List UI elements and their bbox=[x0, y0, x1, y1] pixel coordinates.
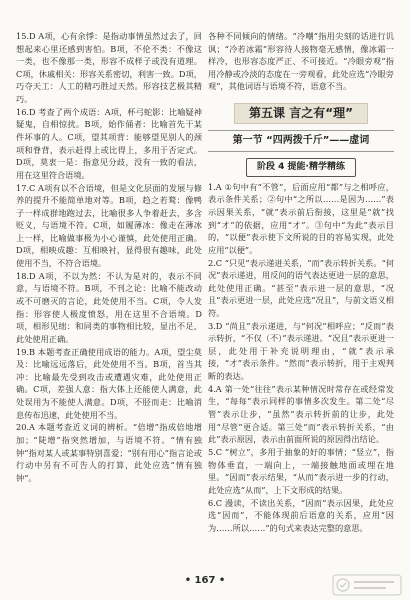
page-number: • 167 • bbox=[184, 575, 226, 586]
answer-explanation: 1.A ①句中有“不管”，后面应用“都”与之相呼应，表示条件关系；②句中“之所以……是因为……”表示因果关系，“就”表示前后衔接，这里是“就”找到“才”的依据，应用“才”。③句中“为此”表示目的，“以便”表示使下文所说的目的容易实现，此处应用“以便”。 bbox=[208, 181, 394, 255]
answer-explanation: 4.A 第一处“往往”表示某种情况时常存在或经常发生，“每每”表示同样的事情多次发生。第二处“尽管”表示让步，“虽然”表示转折前的让步，此处用“尽管”更合适。第三处“而”表示转折关系，“由此”表示原因，表示由前面所说的原因得出结论。 bbox=[208, 383, 394, 445]
watermark-logo-icon bbox=[332, 574, 402, 596]
lesson-title-text: 第五课 言之有“理” bbox=[234, 103, 368, 124]
lesson-title bbox=[208, 103, 394, 124]
answer-explanation: 19.B 本题考查正确使用成语的能力。A项，望尘莫及：比喻远远落后，此处使用不当。B项，首当其冲：比喻最先受到攻击或遭遇灾难，此处使用正确。C项，差强人意：指大体上还能使人满意，此处误用为不能使人满意。D项，不胫而走：比喻消息传布迅速，此处使用不当。 bbox=[16, 346, 202, 420]
answer-explanation: 5.C “树立”，多用于抽象的好的事情；“竖立”，指物体垂直，一端向上，一端接触地面或埋在地里。“因而”表示结果，“从而”表示进一步的行动，此处应选“从而”，上下文形成的结果。 bbox=[208, 446, 394, 495]
answer-explanation: 15.D A项，心有余悸：是指动事情虽然过去了，回想起来心里还感到害怕。B项，不伦不类：不像这一类，也不像那一类，形容不成样子或没有道理。C项，休戚相关：形容关系密切，利害一致。D项，巧夺天工：人工的精巧胜过天然。形容技艺极其精巧。 bbox=[16, 31, 202, 104]
answer-explanation: 6.C 漫读，不读出关系，“因而”表示因果，此处应选“因而”，不能体现前后语意的关系，应用“因为……所以……”的句式来表达完整的意思。 bbox=[208, 497, 394, 533]
right-column-answers bbox=[208, 181, 394, 535]
answer-explanation: 18.D A项，不以为然：不认为是对的，表示不同意，与语境不符。B项，不刊之论：比喻不能改动或不可磨灭的言论，此处使用不当。C项，令人发指：形容使人极度愤怒，用在这里不合语境。D项，相形见绌：和同类的事物相比较，显出不足，此处使用正确。 bbox=[16, 270, 202, 344]
left-column bbox=[16, 30, 202, 560]
answer-explanation: 16.D 考查了两个成语：A项，杯弓蛇影：比喻疑神疑鬼，自相惊扰。B项，始作俑者：比喻首先干某件坏事的人。C项，望其项背：能够望见别人的颈项和脊背，表示赶得上或比得上，多用于否定式。D项，莫衷一是：指意见分歧，没有一致的看法，用在这里符合语境。 bbox=[16, 106, 202, 180]
answer-explanation: 各种不同倾向的情绪。“冷嘲”指用尖刻的话进行讥讽；“冷若冰霜”形容待人接物毫无感情，像冰霜一样冷，也形容态度严正、不可接近。“冷眼旁观”指用冷静或冷淡的态度在一旁观看，此处应选“冷眼旁观”，其他词语与语境不符，语意不当。 bbox=[208, 31, 394, 92]
answer-explanation: 17.C A项有以不合语境，但是文化层面的发展与修养的提升不能简单地对等。B项，趋之若鹜：像鸭子一样成群地跑过去，比喻很多人争着赶去，多含贬义，与语境不符。C项，如履薄冰：像走在薄冰上一样，比喻做事极为小心谨慎，此处使用正确。D项，相映成趣：互相映衬，显得很有趣味，此处使用不当，不符合语境。 bbox=[16, 182, 202, 269]
section-title: 第一节 “四两拨千斤”——虚词 bbox=[208, 130, 394, 153]
stage-title-text: 阶段 4 提能·精学精练 bbox=[246, 158, 356, 177]
answer-explanation: 3.D “尚且”表示递进，与“何况”相呼应；“反而”表示转折，“不仅（不）”表示递进。“况且”表示更进一层，此处用于补充说明理由，“就”表示承接，“才”表示条件。“然而”表示转折，用于主观判断的表达。 bbox=[208, 320, 394, 382]
answer-explanation: 20.A 本题考查近义词的辨析。“倍增”指成倍地增加；“陡增”指突然增加，与语境不符。“情有独钟”指对某人或某事特别喜爱；“别有用心”指言论或行动中另有不可告人的打算，此处应选“情有独钟”。 bbox=[16, 422, 202, 483]
answer-explanation: 2.C “只见”表示递进关系，“而”表示转折关系。“何况”表示递进，用反问的语气表达更进一层的意思，此处使用正确。“甚至”表示进一层的意思，“况且”表示更进一层，此处应选“况且”，与前文语义相符。 bbox=[208, 257, 394, 318]
right-column-intro bbox=[208, 30, 394, 93]
stage-title bbox=[208, 158, 394, 177]
right-column bbox=[208, 30, 394, 560]
